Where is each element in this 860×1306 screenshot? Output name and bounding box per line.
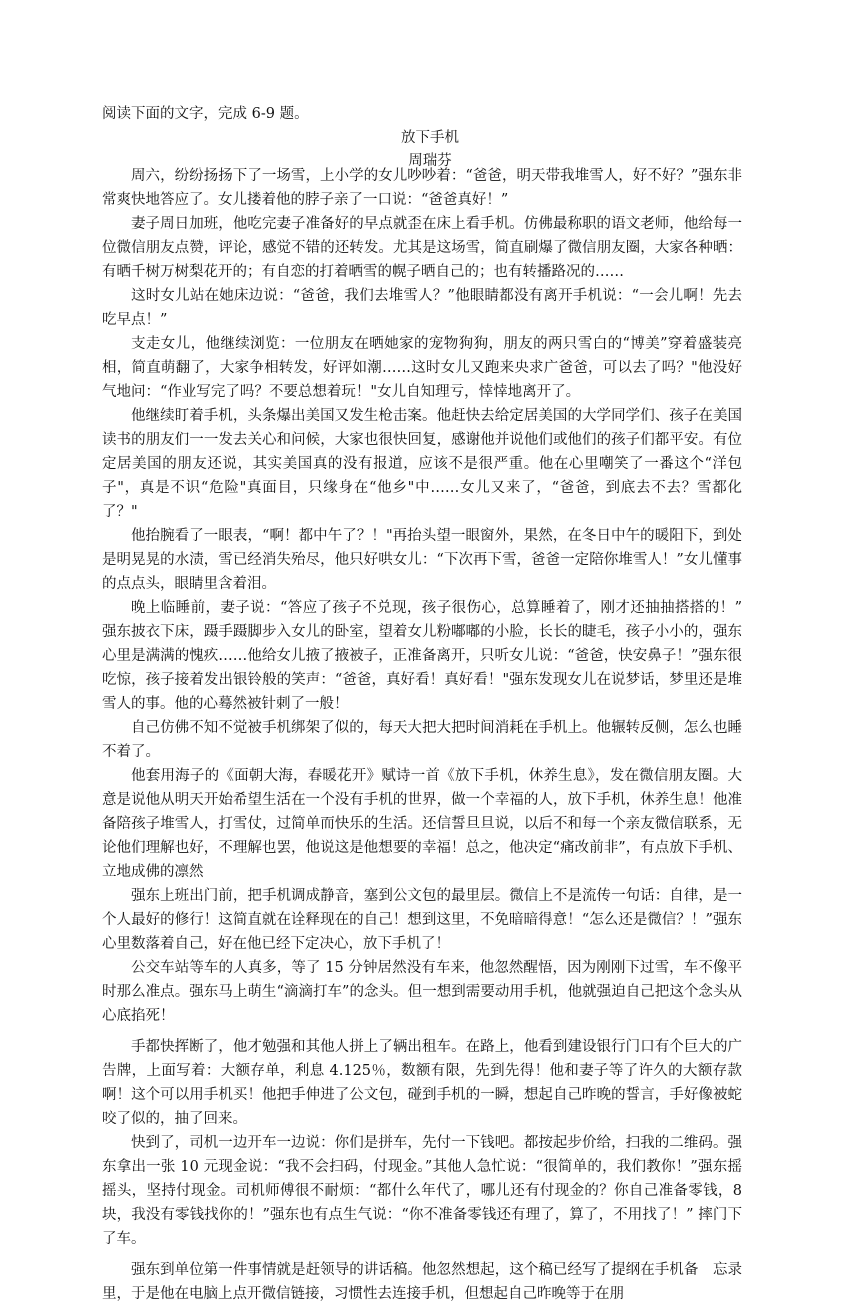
article-author: 周瑞芬 — [408, 153, 452, 169]
article-body — [102, 164, 742, 1306]
article-title: 放下手机 — [401, 130, 459, 146]
paragraph: 他继续盯着手机，头条爆出美国又发生枪击案。他赶快去给定居美国的大学同学们、孩子在美国读书的朋友们一一发去关心和问候，大家也很快回复，感谢他并说他们或他们的孩子们都平安。有位定居美国的朋友还说，其实美国真的没有报道，应该不是很严重。他在心里嘲笑了一番这个“洋包子"，真是不识“危险"真面目，只缘身在“他乡"中……女儿又来了，“爸爸，到底去不去？雪都化了？" — [102, 408, 742, 520]
paragraph: 他抬腕看了一眼表，“啊！都中午了？！"再抬头望一眼窗外，果然，在冬日中午的暖阳下，到处是明晃晃的水渍，雪已经消失殆尽，他只好哄女儿：“下次再下雪，爸爸一定陪你堆雪人！”女儿懂事的点点头，眼睛里含着泪。 — [102, 528, 742, 592]
paragraph: 快到了，司机一边开车一边说：你们是拼车，先付一下钱吧。都按起步价给，扫我的二维码。强东拿出一张 10 元现金说：“我不会扫码，付现金。”其他人急忙说：“很简单的，我们教你！”强东摇摇头，坚持付现金。司机师傅很不耐烦：“都什么年代了，哪儿还有付现金的？你自己准备零钱，8 块，我没有零钱找你的！”强东也有点生气说：“你不准备零钱还有理了，算了，不用找了！” 摔门下了车。 — [102, 1135, 742, 1247]
paragraph: 手都快挥断了，他才勉强和其他人拼上了辆出租车。在路上，他看到建设银行门口有个巨大的广告牌，上面写着：大额存单，利息 4.125％，数额有限，先到先得！他和妻子等了许久的大额存款啊！这个可以用手机买！他把手伸进了公文包，碰到手机的一瞬，想起自己昨晚的誓言，手好像被蛇咬了似的，抽了回来。 — [102, 1039, 742, 1127]
paragraph: 支走女儿，他继续浏览：一位朋友在晒她家的宠物狗狗，朋友的两只雪白的“博美”穿着盛装亮相，简直萌翻了，大家争相转发，好评如潮……这时女儿又跑来央求广爸爸，可以去了吗？"他没好气地问：“作业写完了吗？不要总想着玩！"女儿自知理亏，悻悻地离开了。 — [102, 336, 742, 400]
paragraph: 晚上临睡前，妻子说：“答应了孩子不兑现，孩子很伤心，总算睡着了，刚才还抽抽搭搭的！” 强东披衣下床，蹑手蹑脚步入女儿的卧室，望着女儿粉嘟嘟的小脸，长长的睫毛，孩子小小的，强东心里是满满的愧疚……他给女儿掖了掖被子，正准备离开，只听女儿说：“爸爸，快安鼻子！”强东很吃惊，孩子接着发出银铃般的笑声：“爸爸，真好看！真好看！"强东发现女儿在说梦话，梦里还是堆雪人的事。他的心蓦然被针刺了一般！ — [102, 600, 742, 712]
paragraph: 自己仿佛不知不觉被手机绑架了似的，每天大把大把时间消耗在手机上。他辗转反侧，怎么也睡不着了。 — [102, 720, 742, 760]
paragraph: 妻子周日加班，他吃完妻子准备好的早点就歪在床上看手机。仿佛最称职的语文老师，他给每一位微信朋友点赞，评论，感觉不错的还转发。尤其是这场雪，简直刷爆了微信朋友圈，大家各种晒：有晒千树万树梨花开的；有自恋的打着晒雪的幌子晒自己的；也有转播路况的…… — [102, 216, 742, 280]
paragraph: 这时女儿站在她床边说：“爸爸，我们去堆雪人？”他眼睛都没有离开手机说：“一会儿啊！先去吃早点！” — [102, 288, 742, 328]
paragraph: 公交车站等车的人真多，等了 15 分钟居然没有车来，他忽然醒悟，因为刚刚下过雪，车不像平时那么准点。强东马上萌生“滴滴打车”的念头。但一想到需要动用手机，他就强迫自己把这个念头从心底掐死！ — [102, 960, 742, 1024]
paragraph: 强东上班出门前，把手机调成静音，塞到公文包的最里层。微信上不是流传一句话：自律，是一个人最好的修行！这简直就在诠释现在的自己！想到这里，不免暗暗得意！“怎么还是微信？！”强东心里数落着自己，好在他已经下定决心，放下手机了！ — [102, 888, 742, 952]
paragraph: 强东到单位第一件事情就是赶领导的讲话稿。他忽然想起，这个稿已经写了提纲在手机备 忘录里，于是他在电脑上点开微信链接，习惯性去连接手机，但想起自己昨晚等于在朋 — [102, 1262, 742, 1302]
reading-instruction: 阅读下面的文字，完成 6-9 题。 — [102, 106, 309, 122]
paragraph: 他套用海子的《面朝大海，春暖花开》赋诗一首《放下手机，休养生息》，发在微信朋友圈。大意是说他从明天开始希望生活在一个没有手机的世界，做一个幸福的人，放下手机，休养生息！他准备陪孩子堆雪人，打雪仗，过简单而快乐的生活。还信誓旦旦说，以后不和每一个亲友微信联系，无论他们理解也好，不理解也罢，他说这是他想要的幸福！总之，他决定“痛改前非”，有点放下手机、立地成佛的凛然 — [102, 768, 742, 880]
paragraph: 周六，纷纷扬扬下了一场雪，上小学的女儿吵吵着：“爸爸，明天带我堆雪人，好不好？”强东非常爽快地答应了。女儿搂着他的脖子亲了一口说：“爸爸真好！” — [102, 168, 742, 208]
